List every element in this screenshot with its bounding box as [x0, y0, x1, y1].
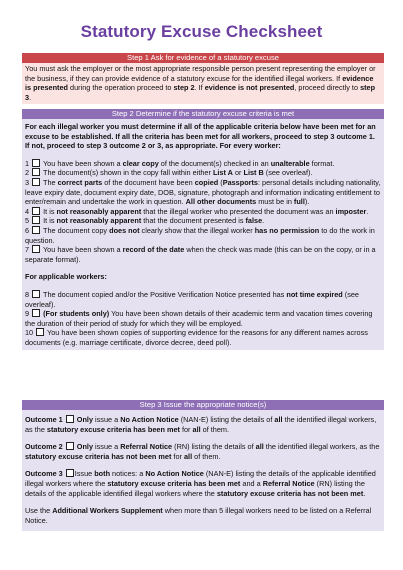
checkbox-8[interactable] — [32, 290, 40, 298]
outcome-2: Outcome 2 Only issue a Referral Notice (RN) listing the details of all the identified illegal workers, as the statutory excuse criteria has not been met for all of them. — [25, 442, 380, 461]
checkbox-outcome-3[interactable] — [66, 469, 74, 477]
criterion-3: 3 The correct parts of the document have been copied (Passports: personal details including nationality, leave expiry date, document expiry date, DOB, signature, photograph and information indicating entitlement to enter/remain and undertake the work in question. All other documents must be in full). — [25, 177, 381, 207]
step2-header: Step 2 Determine if the statutory excuse criteria is met — [22, 109, 384, 119]
checkbox-7[interactable] — [32, 245, 40, 253]
checkbox-outcome-2[interactable] — [66, 442, 74, 450]
step1-text: You must ask the employer or the most appropriate responsible person present representing the employer or the business, if they can provide evidence of a statutory excuse for the identified illegal workers. If evidence is presented during the operation proceed to step 2. If evidence is not presented, proceed directly to step 3. — [25, 64, 376, 102]
checkbox-6[interactable] — [32, 226, 40, 234]
checkbox-outcome-1[interactable] — [66, 415, 74, 423]
step1-body — [22, 63, 384, 104]
outcome-3: Outcome 3 Issue both notices: a No Action Notice (NAN-E) listing the details of the applicable identified illegal workers where the statutory excuse criteria has been met and a Referral Notice (RN) listing the details of the applicable identified illegal workers where the statutory excuse criteria has not been met. — [25, 469, 376, 498]
step2-intro: For each illegal worker you must determine if all of the applicable criteria below have been met for an excuse to be established. If all the criteria has been met for all workers, proceed to step 3 outcome 1. If not, proceed to step 3 outcome 2 or 3, as appropriate. For every worker: — [25, 122, 376, 151]
criterion-7: 7 You have been shown a record of the date when the check was made (this can be on the copy, or in a separate format). — [25, 245, 376, 264]
step3-body — [22, 410, 384, 531]
step1-section — [22, 53, 384, 104]
criterion-9: 9 (For students only) You have been shown details of their academic term and vacation times covering the duration of their period of study for which they will be employed. — [25, 309, 373, 328]
applicable-workers-heading: For applicable workers: — [25, 272, 107, 282]
step1-header: Step 1 Ask for evidence of a statutory excuse — [22, 53, 384, 63]
checkbox-1[interactable] — [32, 159, 40, 167]
step3-section — [22, 400, 384, 531]
checkbox-5[interactable] — [32, 216, 40, 224]
outcome-1: Outcome 1 Only issue a No Action Notice (NAN-E) listing the details of all the identified illegal workers, as the statutory excuse criteria has been met for all of them. — [25, 415, 377, 434]
criterion-10: 10 You have been shown copies of supporting evidence for the reasons for any different names across documents (e.g. marriage certificate, divorce decree, deed poll). — [25, 328, 368, 347]
checkbox-4[interactable] — [32, 207, 40, 215]
checkbox-9[interactable] — [32, 309, 40, 317]
step2-section — [22, 109, 384, 350]
checkbox-3[interactable] — [32, 178, 40, 186]
criterion-5: 5 It is not reasonably apparent that the document presented is false. — [25, 216, 265, 226]
criterion-1: 1 You have been shown a clear copy of the document(s) checked in an unalterable format. — [25, 158, 335, 168]
criterion-4: 4 It is not reasonably apparent that the illegal worker who presented the document was an imposter. — [25, 206, 369, 216]
additional-workers-note: Use the Additional Workers Supplement when more than 5 illegal workers need to be listed on a Referral Notice. — [25, 506, 372, 525]
step2-body — [22, 119, 384, 350]
checkbox-10[interactable] — [36, 328, 44, 336]
criterion-8: 8 The document copied and/or the Positive Verification Notice presented has not time expired (see overleaf). — [25, 289, 359, 309]
checkbox-2[interactable] — [32, 168, 40, 176]
criterion-6: 6 The document copy does not clearly show that the illegal worker has no permission to do the work in question. — [25, 225, 375, 245]
criterion-2: 2 The document(s) shown in the copy fall within either List A or List B (see overleaf). — [25, 168, 313, 178]
page-title: Statutory Excuse Checksheet — [80, 22, 323, 41]
step3-header: Step 3 Issue the appropriate notice(s) — [22, 400, 384, 410]
